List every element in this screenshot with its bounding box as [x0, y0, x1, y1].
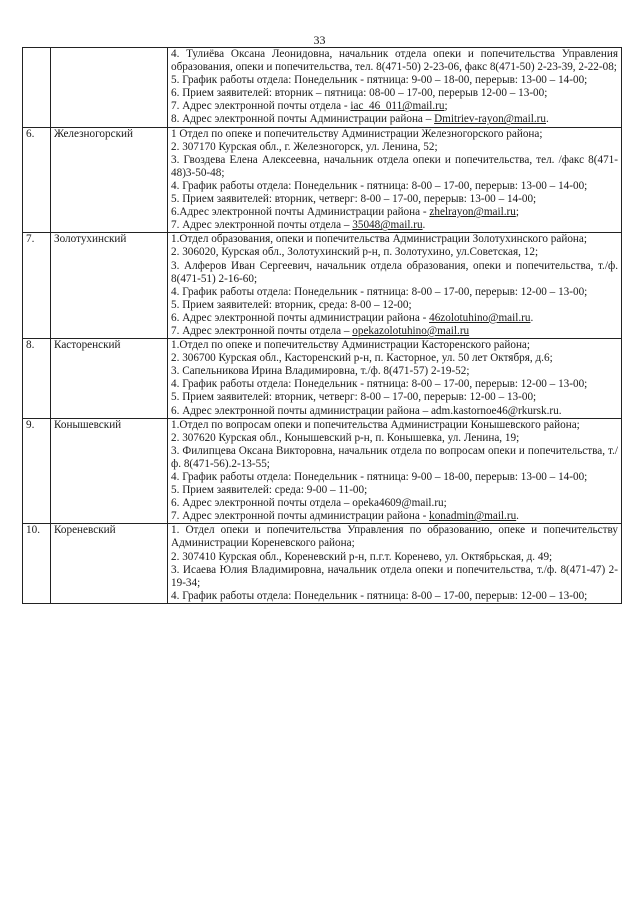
district-name: Касторенский: [51, 339, 168, 419]
info-line: 3. Алферов Иван Сергеевич, начальник отдела образования, опеки и попечительства, т./ф. 8(471-51) 2-16-60;: [171, 259, 618, 285]
district-name: Кореневский: [51, 524, 168, 604]
table-body: [23, 48, 622, 604]
row-number: 9.: [23, 418, 51, 524]
email-line: [171, 325, 618, 338]
email-label: 7. Адрес электронной почты отдела –: [171, 324, 353, 337]
email-label: 7. Адрес электронной почты отдела –: [171, 219, 353, 232]
district-info: [168, 127, 622, 233]
info-line: 1.Отдел образования, опеки и попечительства Администрации Золотухинского района;: [171, 233, 587, 246]
email-line: [171, 206, 618, 219]
district-name: Золотухинский: [51, 233, 168, 339]
table-row: [23, 524, 622, 604]
info-line: 2. 307410 Курская обл., Кореневский р-н, п.г.т. Коренево, ул. Октябрьская, д. 49;: [171, 550, 553, 563]
district-info: [168, 48, 622, 128]
info-line: 1 Отдел по опеке и попечительству Администрации Железногорского района;: [171, 127, 543, 140]
email-suffix: .: [546, 113, 549, 126]
info-line: 3. Гвоздева Елена Алексеевна, начальник отдела опеки и попечительства, тел. /факс 8(471-48)3-50-48;: [171, 153, 618, 179]
info-line: 5. Прием заявителей: среда: 9-00 – 11-00;: [171, 484, 368, 497]
email-suffix: ;: [515, 206, 519, 219]
email-link[interactable]: 35048@mail.ru: [352, 219, 423, 232]
email-label: 6. Адрес электронной почты администрации района -: [171, 311, 430, 324]
info-line: 1.Отдел по вопросам опеки и попечительства Администрации Конышевского района;: [171, 418, 580, 431]
email-link[interactable]: zhelrayon@mail.ru: [429, 206, 516, 219]
email-line: [171, 219, 618, 232]
email-suffix: ;: [444, 100, 448, 113]
email-label: 7. Адрес электронной почты администрации района -: [171, 510, 430, 523]
email-line: [171, 312, 618, 325]
table-row: [23, 127, 622, 233]
email-link[interactable]: Dmitriev-rayon@mail.ru: [434, 113, 546, 126]
page-number: 33: [313, 33, 326, 47]
districts-table: [22, 47, 622, 604]
info-line: 2. 307170 Курская обл., г. Железногорск, ул. Ленина, 52;: [171, 140, 438, 153]
email-line: [171, 510, 618, 523]
district-name: Железногорский: [51, 127, 168, 233]
email-line: [171, 113, 618, 126]
info-line: 4. График работы отдела: Понедельник - пятница: 8-00 – 17-00, перерыв: 12-00 – 13-00;: [171, 378, 588, 391]
email-label: 7. Адрес электронной почты отдела -: [171, 100, 351, 113]
info-line: 5. Прием заявителей: вторник, четверг: 8-00 – 17-00, перерыв: 13-00 – 14-00;: [171, 193, 537, 206]
email-suffix: .: [422, 219, 426, 232]
email-suffix: .: [516, 510, 519, 523]
email-link[interactable]: opekazolotuhino@mail.ru: [352, 324, 470, 337]
info-line: 6. Адрес электронной почты отдела – opeka4609@mail.ru;: [171, 497, 447, 510]
district-info: [168, 418, 622, 524]
row-number: 6.: [23, 127, 51, 233]
district-name: [51, 48, 168, 128]
table-row: [23, 339, 622, 419]
info-line: 2. 306020, Курская обл., Золотухинский р-н, п. Золотухино, ул.Советская, 12;: [171, 246, 539, 259]
email-label: 8. Адрес электронной почты Администрации района –: [171, 113, 435, 126]
info-line: 6. Прием заявителей: вторник – пятница: 08-00 – 17-00, перерыв 12-00 – 13-00;: [171, 87, 548, 100]
info-line: 4. Тулиёва Оксана Леонидовна, начальник отдела опеки и попечительства Управления образования, опеки и попечительства, тел. 8(471-50) 2-23-06, факс 8(471-50) 2-23-39, 2-22-08;: [171, 48, 618, 74]
info-line: 4. График работы отдела: Понедельник - пятница: 8-00 – 17-00, перерыв: 12-00 – 13-00;: [171, 285, 588, 298]
email-suffix: .: [530, 311, 534, 324]
info-line: 3. Исаева Юлия Владимировна, начальник отдела опеки и попечительства, т./ф. 8(471-47) 2-19-34;: [171, 563, 618, 589]
table-row: [23, 233, 622, 339]
district-info: [168, 339, 622, 419]
table-row: [23, 418, 622, 524]
info-line: 5. Прием заявителей: вторник, четверг: 8-00 – 17-00, перерыв: 12-00 – 13-00;: [171, 391, 537, 404]
info-line: 1.Отдел по опеке и попечительству Администрации Касторенского района;: [171, 339, 531, 352]
email-link[interactable]: 46zolotuhino@mail.ru: [429, 311, 531, 324]
info-line: 4. График работы отдела: Понедельник - пятница: 8-00 – 17-00, перерыв: 13-00 – 14-00;: [171, 179, 588, 192]
district-name: Конышевский: [51, 418, 168, 524]
info-line: 5. Прием заявителей: вторник, среда: 8-00 – 12-00;: [171, 298, 412, 311]
row-number: 10.: [23, 524, 51, 604]
info-line: 2. 306700 Курская обл., Касторенский р-н, п. Касторное, ул. 50 лет Октября, д.6;: [171, 352, 553, 365]
email-line: [171, 100, 618, 113]
email-link[interactable]: iac_46_011@mail.ru: [350, 100, 445, 113]
table-row: [23, 48, 622, 128]
row-number: [23, 48, 51, 128]
row-number: 8.: [23, 339, 51, 419]
email-label: 6.Адрес электронной почты Администрации района -: [171, 206, 430, 219]
info-line: 6. Адрес электронной почты администрации района – adm.kastornoe46@rkursk.ru.: [171, 404, 562, 417]
info-line: 3. Филипцева Оксана Викторовна, начальник отдела по вопросам опеки и попечительства, т./ф. 8(471-56).2-13-55;: [171, 444, 618, 470]
row-number: 7.: [23, 233, 51, 339]
district-info: [168, 524, 622, 604]
info-line: 4. График работы отдела: Понедельник - пятница: 8-00 – 17-00, перерыв: 12-00 – 13-00;: [171, 589, 588, 602]
info-line: 1. Отдел опеки и попечительства Управления по образованию, опеке и попечительству Администрации Кореневского района;: [171, 524, 618, 550]
info-line: 4. График работы отдела: Понедельник - пятница: 9-00 – 18-00, перерыв: 13-00 – 14-00;: [171, 471, 588, 483]
email-link[interactable]: konadmin@mail.ru: [429, 510, 517, 523]
info-line: 5. График работы отдела: Понедельник - пятница: 9-00 – 18-00, перерыв: 13-00 – 14-00;: [171, 74, 588, 87]
info-line: 2. 307620 Курская обл., Конышевский р-н, п. Конышевка, ул. Ленина, 19;: [171, 431, 520, 444]
district-info: [168, 233, 622, 339]
info-line: 3. Сапельникова Ирина Владимировна, т./ф. 8(471-57) 2-19-52;: [171, 365, 470, 378]
